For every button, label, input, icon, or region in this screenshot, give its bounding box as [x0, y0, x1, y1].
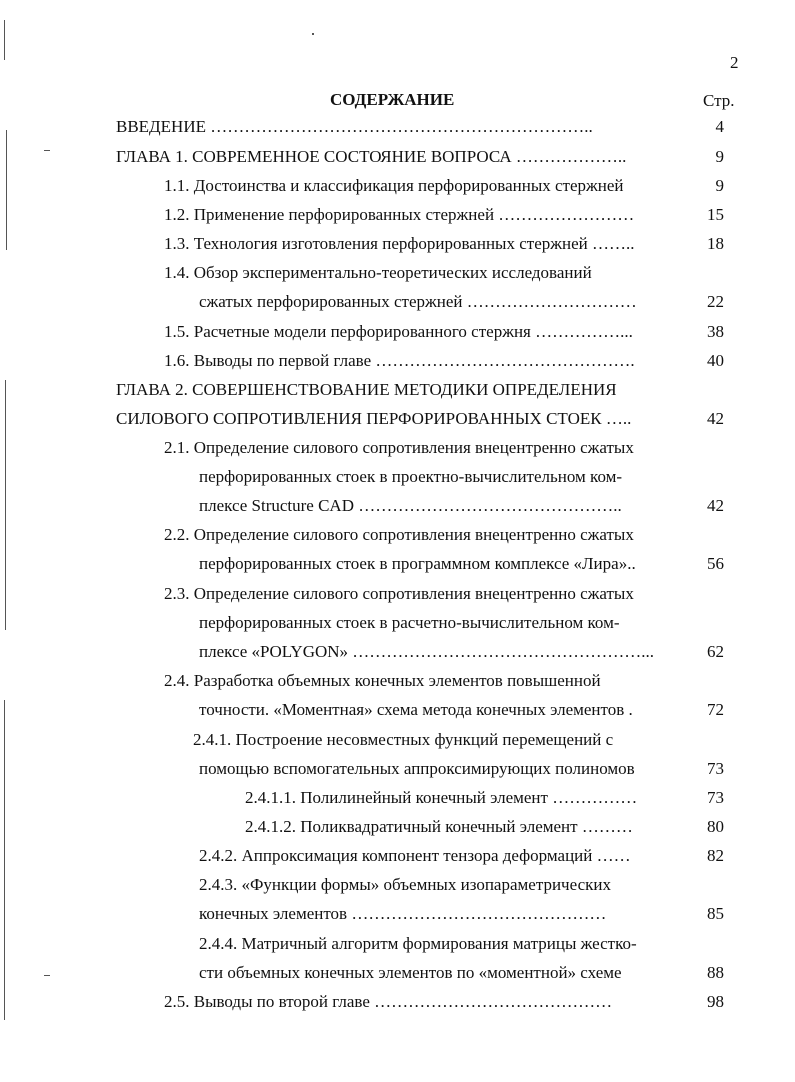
toc-entry-page: 18	[707, 234, 724, 253]
scan-mark	[44, 150, 50, 151]
toc-entry-text: плексе Structure CAD ………………………………………..	[199, 496, 622, 515]
page-number: 2	[730, 53, 739, 72]
toc-entry-page: 42	[707, 409, 724, 428]
toc-entry-text: ГЛАВА 1. СОВРЕМЕННОЕ СОСТОЯНИЕ ВОПРОСА ………………..	[116, 147, 627, 166]
toc-entry-page: 80	[707, 817, 724, 836]
toc-entry-page: 40	[707, 351, 724, 370]
toc-entry-page: 56	[707, 554, 724, 573]
toc-entry-text: 2.4.3. «Функции формы» объемных изопараметрических	[199, 875, 611, 894]
toc-entry-text: сти объемных конечных элементов по «моментной» схеме	[199, 963, 622, 982]
toc-entry-text: 2.2. Определение силового сопротивления внецентренно сжатых	[164, 525, 634, 544]
toc-entry-page: 42	[707, 496, 724, 515]
toc-entry-page: 88	[707, 963, 724, 982]
toc-entry-page: 85	[707, 904, 724, 923]
toc-entry-page: 9	[715, 147, 724, 166]
toc-entry-text: 1.5. Расчетные модели перфорированного стержня ……………...	[164, 322, 633, 341]
toc-entry-text: 2.4. Разработка объемных конечных элементов повышенной	[164, 671, 601, 690]
toc-entry-text: конечных элементов ………………………………………	[199, 904, 607, 923]
toc-entry-text: 2.4.1.2. Поликвадратичный конечный элемент ………	[245, 817, 633, 836]
scan-mark	[4, 700, 5, 1020]
toc-entry-page: 82	[707, 846, 724, 865]
toc-entry-page: 98	[707, 992, 724, 1011]
scan-mark	[44, 975, 50, 976]
toc-entry-page: 22	[707, 292, 724, 311]
toc-entry-text: 1.2. Применение перфорированных стержней ……………………	[164, 205, 635, 224]
toc-entry-text: СИЛОВОГО СОПРОТИВЛЕНИЯ ПЕРФОРИРОВАННЫХ СТОЕК …..	[116, 409, 632, 428]
toc-entry-page: 72	[707, 700, 724, 719]
toc-entry-text: 2.4.2. Аппроксимация компонент тензора деформаций ……	[199, 846, 631, 865]
toc-entry-text: 1.4. Обзор экспериментально-теоретических исследований	[164, 263, 592, 282]
toc-entry-text: 2.4.1. Построение несовместных функций перемещений с	[193, 730, 614, 749]
toc-entry-text: точности. «Моментная» схема метода конечных элементов .	[199, 700, 633, 719]
scan-mark	[5, 380, 6, 630]
toc-entry-page: 38	[707, 322, 724, 341]
toc-entry-text: 2.4.1.1. Полилинейный конечный элемент ……………	[245, 788, 638, 807]
scan-mark	[312, 33, 314, 35]
toc-entry-text: 1.1. Достоинства и классификация перфорированных стержней	[164, 176, 624, 195]
toc-entry-page: 73	[707, 759, 724, 778]
scan-mark	[4, 20, 5, 60]
toc-entry-text: перфорированных стоек в расчетно-вычислительном ком-	[199, 613, 620, 632]
toc-entry-page: 62	[707, 642, 724, 661]
toc-entry-text: 1.6. Выводы по первой главе ……………………………………….	[164, 351, 635, 370]
toc-entry-text: 2.1. Определение силового сопротивления внецентренно сжатых	[164, 438, 634, 457]
toc-entry-text: сжатых перфорированных стержней …………………………	[199, 292, 637, 311]
toc-entry-text: 1.3. Технология изготовления перфорированных стержней ……..	[164, 234, 635, 253]
toc-entry-page: 9	[715, 176, 724, 195]
toc-entry-text: ВВЕДЕНИЕ …………………………………………………………..	[116, 117, 593, 136]
toc-entry-page: 4	[715, 117, 724, 136]
toc-entry-text: перфорированных стоек в проектно-вычислительном ком-	[199, 467, 623, 486]
toc-entry-page: 15	[707, 205, 724, 224]
toc-entry-text: плексе «POLYGON» ……………………………………………...	[199, 642, 655, 661]
toc-entry-text: 2.3. Определение силового сопротивления внецентренно сжатых	[164, 584, 634, 603]
scan-mark	[6, 130, 7, 250]
toc-entry-text: перфорированных стоек в программном комплексе «Лира»..	[199, 554, 636, 573]
toc-entry-text: помощью вспомогательных аппроксимирующих полиномов	[199, 759, 635, 778]
toc-entry-page: 73	[707, 788, 724, 807]
toc-entry-text: 2.4.4. Матричный алгоритм формирования матрицы жестко-	[199, 934, 637, 953]
page-column-label: Стр.	[703, 91, 735, 110]
toc-entry-text: 2.5. Выводы по второй главе ……………………………………	[164, 992, 613, 1011]
page-title: СОДЕРЖАНИЕ	[330, 90, 455, 109]
toc-entry-text: ГЛАВА 2. СОВЕРШЕНСТВОВАНИЕ МЕТОДИКИ ОПРЕДЕЛЕНИЯ	[116, 380, 617, 399]
